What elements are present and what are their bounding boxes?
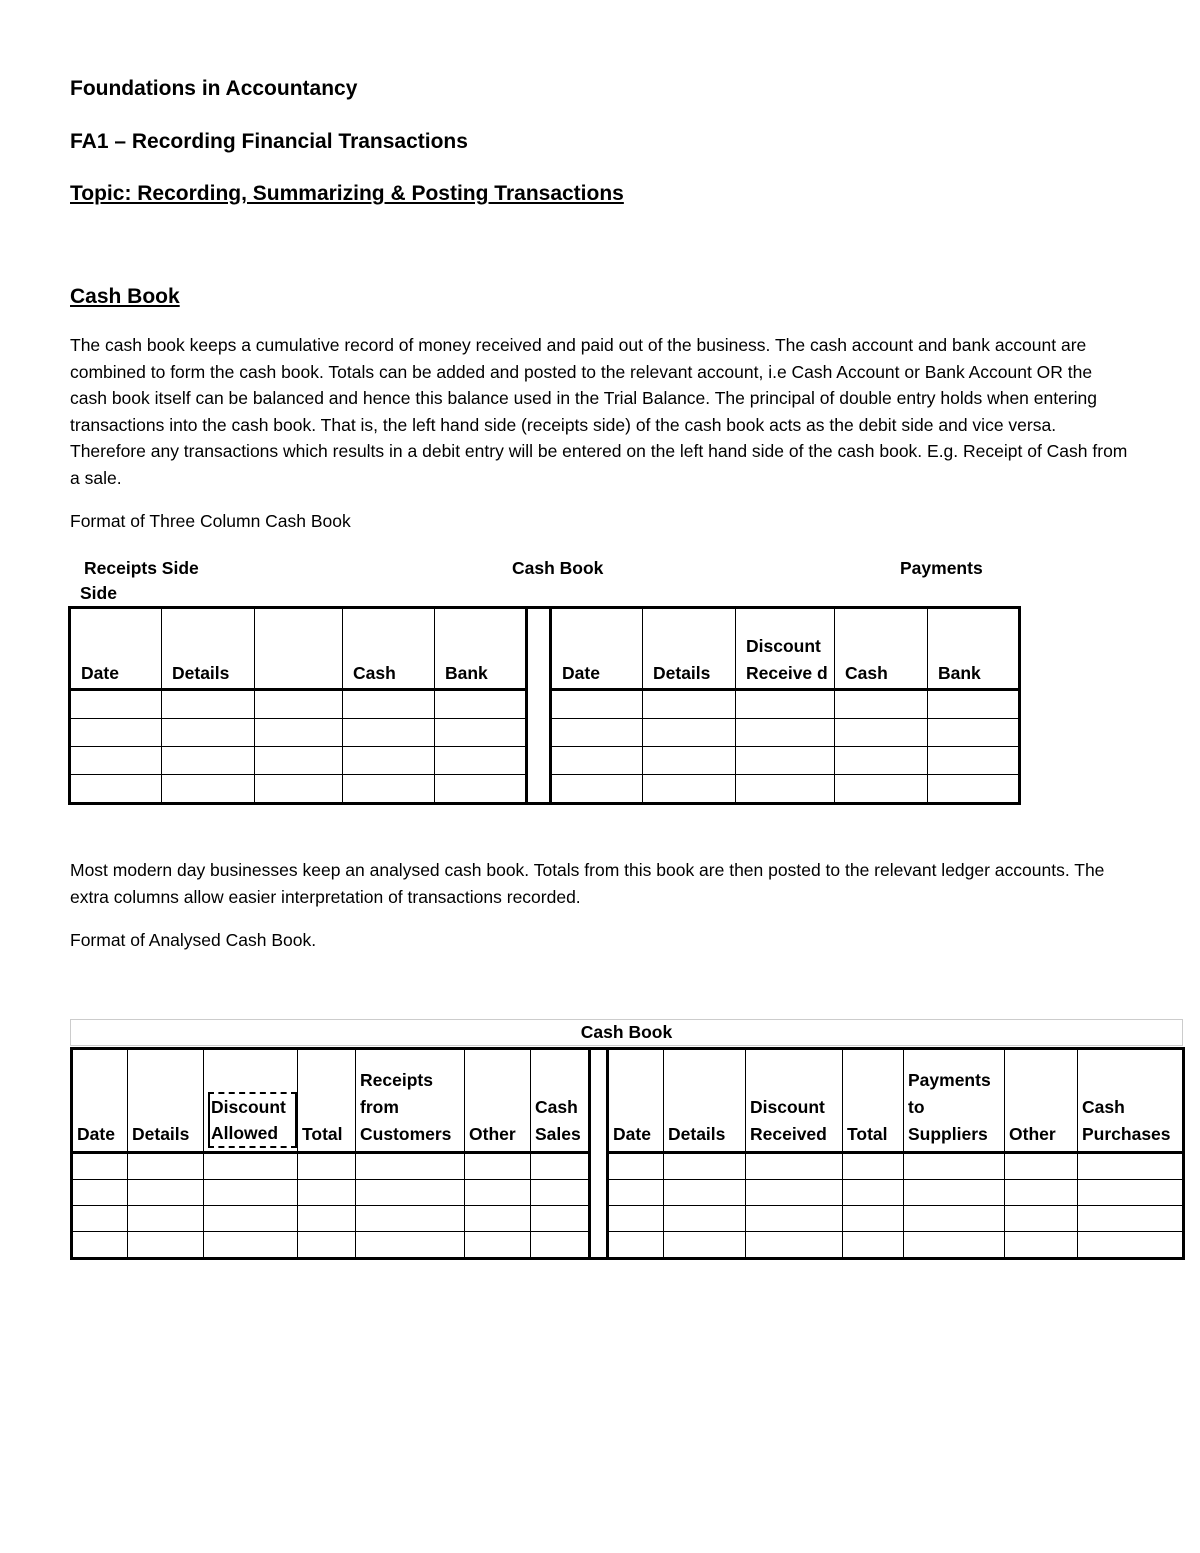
table-header-row <box>70 608 1020 690</box>
cash-book-paragraph <box>70 332 1130 491</box>
column-header <box>204 1049 298 1153</box>
column-header: Payments to Suppliers <box>904 1049 1005 1153</box>
table-row <box>72 1206 1184 1232</box>
module-title: FA1 – Recording Financial Transactions <box>70 130 468 153</box>
column-header: Cash <box>343 608 435 690</box>
analysed-paragraph <box>70 857 1130 910</box>
analysed-description: Most modern day businesses keep an analysed cash book. Totals from this book are then posted to the relevant ledger accounts. The extra columns allow easier interpretation of transactions recorded. <box>70 860 1105 907</box>
column-header: Discount Received <box>746 1049 843 1153</box>
column-header: Cash Purchases <box>1078 1049 1184 1153</box>
topic-title: Topic: Recording, Summarizing & Posting Transactions <box>70 182 624 205</box>
column-divider <box>590 1049 608 1259</box>
column-header: Total <box>843 1049 904 1153</box>
column-divider <box>527 608 551 804</box>
column-header: Total <box>298 1049 356 1153</box>
column-header: Other <box>1005 1049 1078 1153</box>
column-header: Bank <box>928 608 1020 690</box>
column-header: Date <box>72 1049 128 1153</box>
column-header: Date <box>608 1049 664 1153</box>
column-header: Bank <box>435 608 527 690</box>
three-column-title: Cash Book <box>512 558 604 578</box>
column-header <box>255 608 343 690</box>
cash-book-description: The cash book keeps a cumulative record of money received and paid out of the business. The cash account and bank account are combined to form the cash book. Totals can be added and posted to the relevant account, i.e Cash Account or Bank Account OR the cash book itself can be balanced and hence this balance used in the Trial Balance. The principal of double entry holds when entering transactions into the cash book. That is, the left hand side (receipts side) of the cash book acts as the debit side and vice versa. Therefore any transactions which results in a debit entry will be entered on the left hand side of the cash book. E.g. Receipt of Cash from a sale. <box>70 335 1128 488</box>
course-title: Foundations in Accountancy <box>70 77 358 100</box>
column-header: Date <box>70 608 162 690</box>
column-header: Details <box>162 608 255 690</box>
column-header: Discount Receive d <box>736 608 835 690</box>
column-header: Cash Sales <box>531 1049 590 1153</box>
discount-allowed-header: Discount Allowed <box>208 1092 297 1148</box>
column-header: Details <box>128 1049 204 1153</box>
side-label: Side <box>80 583 117 603</box>
table-header-row <box>72 1049 1184 1153</box>
analysed-format-label: Format of Analysed Cash Book. <box>70 930 317 950</box>
column-header: Receipts from Customers <box>356 1049 465 1153</box>
column-header: Details <box>643 608 736 690</box>
analysed-cash-book-title: Cash Book <box>70 1019 1183 1046</box>
three-column-cash-book-table <box>68 606 1021 805</box>
analysed-cash-book-table <box>70 1047 1185 1260</box>
column-header: Details <box>664 1049 746 1153</box>
three-column-format-label: Format of Three Column Cash Book <box>70 511 351 531</box>
column-header: Date <box>551 608 643 690</box>
column-header: Cash <box>835 608 928 690</box>
table-row <box>72 1180 1184 1206</box>
table-row <box>72 1153 1184 1180</box>
receipts-side-label: Receipts Side <box>84 558 199 578</box>
payments-label: Payments <box>900 558 983 578</box>
section-heading: Cash Book <box>70 285 180 308</box>
table-row <box>72 1232 1184 1259</box>
column-header: Other <box>465 1049 531 1153</box>
